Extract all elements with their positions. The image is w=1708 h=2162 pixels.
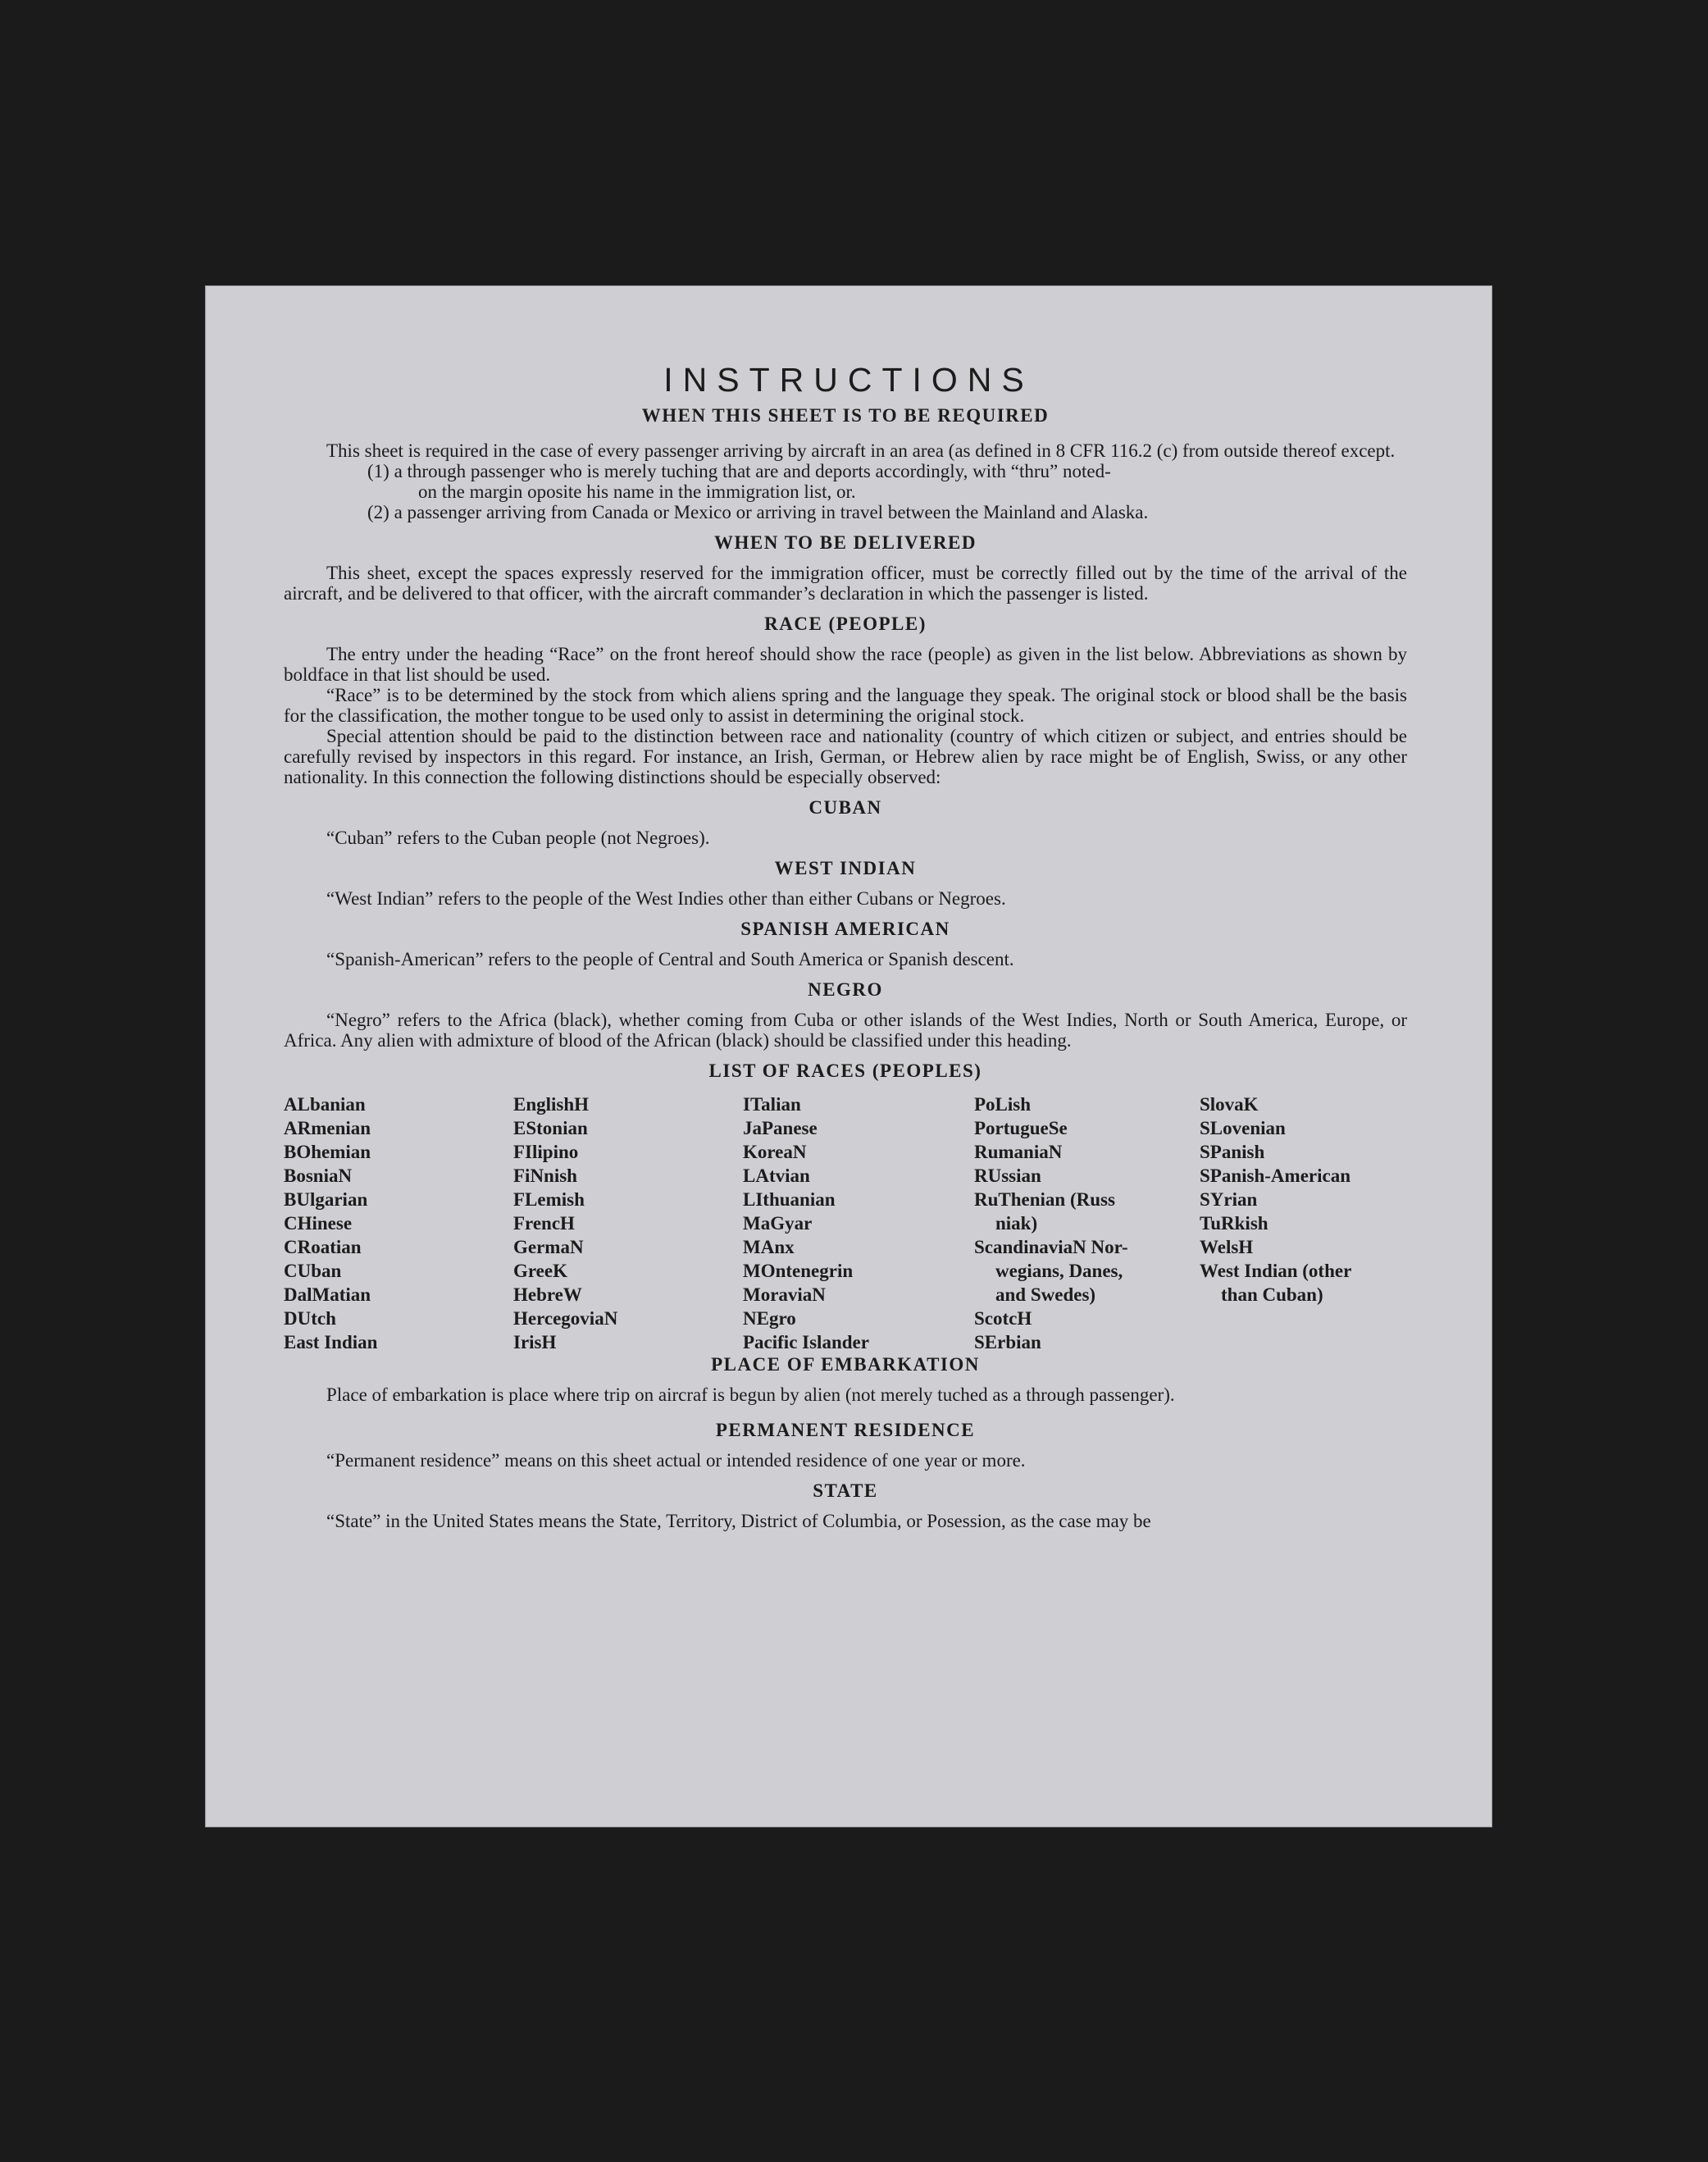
race-entry: RumaniaN [974,1142,1063,1162]
race-entry: RUssian [974,1165,1041,1186]
heading-place-of-embarkation: PLACE OF EMBARKATION [711,1354,980,1375]
race-paragraph-1: The entry under the heading “Race” on the front hereof should show the race (people) as given in the list below. Abbreviations as shown by boldface in that list should be used. [284,644,1407,685]
race-entry: BosniaN [284,1165,353,1186]
race-entry: FiNnish [513,1165,577,1186]
race-paragraph-2: “Race” is to be determined by the stock from which aliens spring and the language they speak. The original stock or blood shall be the basis for the classification, the mother tongue to be used only to assist in determining the original stock. [284,685,1407,726]
race-entry: SPanish-American [1200,1165,1350,1186]
exception-item-1: (1) a through passenger who is merely tuching that are and deports accordingly, with “thru” noted- [367,461,1111,481]
race-entry: ITalian [743,1094,801,1115]
document-body [284,405,1407,1531]
race-entry: East Indian [284,1332,378,1352]
race-entry: BUlgarian [284,1189,368,1210]
residence-text: “Permanent residence” means on this sheet actual or intended residence of one year or more. [326,1450,1026,1471]
race-entry: PoLish [974,1094,1032,1115]
race-entry: EStonian [513,1118,588,1138]
race-entry: CHinese [284,1213,353,1234]
race-entry: RuThenian (Russ [974,1189,1115,1210]
race-entry: West Indian (other [1200,1261,1352,1281]
races-column-5 [1200,1092,1407,1354]
heading-when-delivered: WHEN TO BE DELIVERED [714,532,977,553]
exception-item-2: (2) a passenger arriving from Canada or Mexico or arriving in travel between the Mainland and Alaska. [367,502,1149,522]
race-entry: MaGyar [743,1213,813,1234]
race-entry: TuRkish [1200,1213,1268,1234]
cuban-text: “Cuban” refers to the Cuban people (not Negroes). [326,828,710,848]
race-entry: SPanish [1200,1142,1265,1162]
heading-cuban: CUBAN [808,797,882,818]
races-column-3 [743,1092,974,1354]
race-entry: EnglishH [513,1094,590,1115]
race-entry: IrisH [513,1332,557,1352]
race-entry: SYrian [1200,1189,1258,1210]
race-entry-continued: niak) [995,1213,1038,1234]
race-entry: SErbian [974,1332,1041,1352]
races-list [284,1092,1407,1354]
race-entry: Pacific Islander [743,1332,869,1352]
spanish-american-text: “Spanish-American” refers to the people of Central and South America or Spanish descent. [326,949,1014,969]
race-entry: JaPanese [743,1118,818,1138]
heading-permanent-residence: PERMANENT RESIDENCE [715,1420,976,1440]
negro-text: “Negro” refers to the Africa (black), whether coming from Cuba or other islands of the West Indies, North or South America, Europe, or Africa. Any alien with admixture of blood of the African (black) should be classified under this heading. [284,1010,1407,1051]
race-entry: LIthuanian [743,1189,836,1210]
heading-when-required: WHEN THIS SHEET IS TO BE REQUIRED [641,405,1050,426]
race-entry: BOhemian [284,1142,371,1162]
race-entry-continued: wegians, Danes, [995,1261,1123,1281]
race-entry: CUban [284,1261,342,1281]
heading-spanish-american: SPANISH AMERICAN [740,919,950,939]
heading-list-of-races: LIST OF RACES (PEOPLES) [708,1060,982,1081]
race-entry: FrencH [513,1213,575,1234]
race-entry: LAtvian [743,1165,810,1186]
when-required-intro: This sheet is required in the case of every passenger arriving by aircraft in an area (as defined in 8 CFR 116.2 (c) from outside thereof except. [326,440,1396,461]
race-entry: SLovenian [1200,1118,1286,1138]
races-column-1 [284,1092,513,1354]
race-entry: DalMatian [284,1284,371,1305]
race-entry-continued: and Swedes) [995,1284,1096,1305]
race-entry: ARmenian [284,1118,371,1138]
heading-state: STATE [813,1480,878,1501]
race-entry: NEgro [743,1308,796,1329]
state-text: “State” in the United States means the State, Territory, District of Columbia, or Posession, as the case may be [326,1511,1151,1531]
embarkation-text: Place of embarkation is place where trip on aircraf is begun by alien (not merely tuched as a through passenger). [326,1384,1175,1405]
heading-negro: NEGRO [808,979,883,1000]
race-entry: DUtch [284,1308,336,1329]
race-entry: KoreaN [743,1142,807,1162]
race-entry: PortugueSe [974,1118,1068,1138]
races-column-4 [974,1092,1200,1354]
instruction-sheet [205,285,1492,1827]
race-entry: FLemish [513,1189,585,1210]
exception-item-1-continued: on the margin oposite his name in the immigration list, or. [418,481,856,502]
race-entry: SlovaK [1200,1094,1259,1115]
race-entry: HebreW [513,1284,582,1305]
race-paragraph-3: Special attention should be paid to the distinction between race and nationality (country of which citizen or subject, and entries should be carefully revised by inspectors in this regard. For instance, an Irish, German, or Hebrew alien by race might be of English, Swiss, or any other nationality. In this connection the following distinctions should be especially observed: [284,726,1407,787]
heading-west-indian: WEST INDIAN [774,858,917,878]
race-entry: FIlipino [513,1142,579,1162]
west-indian-text: “West Indian” refers to the people of the West Indies other than either Cubans or Negroes. [326,888,1006,909]
race-entry: ScotcH [974,1308,1032,1329]
race-entry: CRoatian [284,1237,362,1257]
race-entry: MAnx [743,1237,795,1257]
race-entry: GermaN [513,1237,584,1257]
when-delivered-text: This sheet, except the spaces expressly reserved for the immigration officer, must be correctly filled out by the time of the arrival of the aircraft, and be delivered to that officer, with the aircraft commander’s declaration in which the passenger is listed. [284,563,1407,604]
race-entry-continued: than Cuban) [1221,1284,1323,1305]
race-entry: MOntenegrin [743,1261,854,1281]
race-entry: WelsH [1200,1237,1254,1257]
page-title: INSTRUCTIONS [663,361,1034,399]
race-entry: ALbanian [284,1094,366,1115]
race-entry: MoraviaN [743,1284,826,1305]
race-entry: GreeK [513,1261,567,1281]
race-entry: ScandinaviaN Nor- [974,1237,1128,1257]
races-column-2 [513,1092,743,1354]
race-entry: HercegoviaN [513,1308,618,1329]
heading-race: RACE (PEOPLE) [764,613,927,634]
